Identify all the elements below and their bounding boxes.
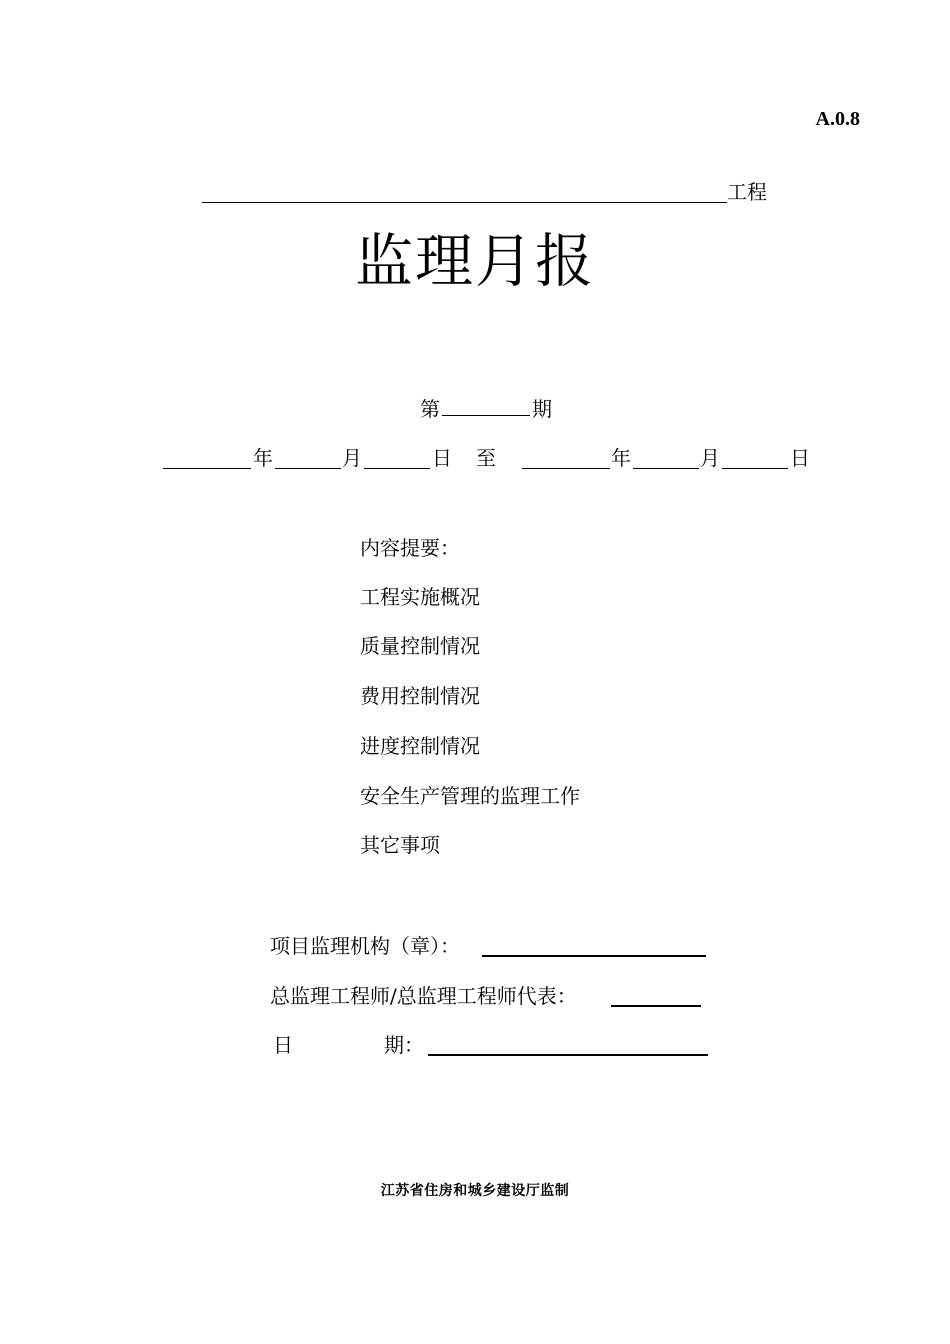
page-title: 监理月报 — [354, 227, 595, 295]
form-code: A.0.8 — [815, 108, 860, 130]
contents-item: 其它事项 — [360, 833, 440, 857]
start-day-label: 日 — [432, 446, 452, 470]
supervision-org-label: 项目监理机构（章）： — [270, 934, 460, 958]
contents-heading: 内容提要： — [360, 536, 460, 560]
contents-item: 质量控制情况 — [360, 634, 480, 658]
start-month-line[interactable] — [275, 468, 341, 469]
start-year-line[interactable] — [163, 468, 251, 469]
issue-number-line[interactable] — [442, 415, 530, 416]
end-month-line[interactable] — [633, 468, 699, 469]
start-year-label: 年 — [253, 446, 273, 470]
contents-item: 工程实施概况 — [360, 585, 480, 609]
start-day-line[interactable] — [364, 468, 430, 469]
project-name-line[interactable] — [202, 202, 727, 203]
end-day-line[interactable] — [722, 468, 788, 469]
chief-engineer-line[interactable] — [611, 1005, 701, 1007]
end-year-label: 年 — [611, 446, 631, 470]
date-line[interactable] — [428, 1054, 708, 1056]
contents-item: 费用控制情况 — [360, 684, 480, 708]
end-day-label: 日 — [790, 446, 810, 470]
chief-engineer-label: 总监理工程师/总监理工程师代表： — [270, 984, 577, 1008]
end-year-line[interactable] — [522, 468, 610, 469]
contents-item: 安全生产管理的监理工作 — [360, 784, 580, 808]
project-suffix: 工程 — [727, 180, 767, 204]
footer-issuer: 江苏省住房和城乡建设厅监制 — [380, 1183, 570, 1199]
issue-suffix: 期 — [532, 397, 552, 421]
issue-prefix: 第 — [420, 397, 440, 421]
date-label-day: 日 — [273, 1033, 293, 1057]
end-month-label: 月 — [700, 446, 720, 470]
supervision-org-line[interactable] — [482, 955, 706, 957]
date-range-to: 至 — [476, 446, 496, 470]
start-month-label: 月 — [342, 446, 362, 470]
date-label-period: 期： — [384, 1033, 424, 1057]
contents-item: 进度控制情况 — [360, 734, 480, 758]
